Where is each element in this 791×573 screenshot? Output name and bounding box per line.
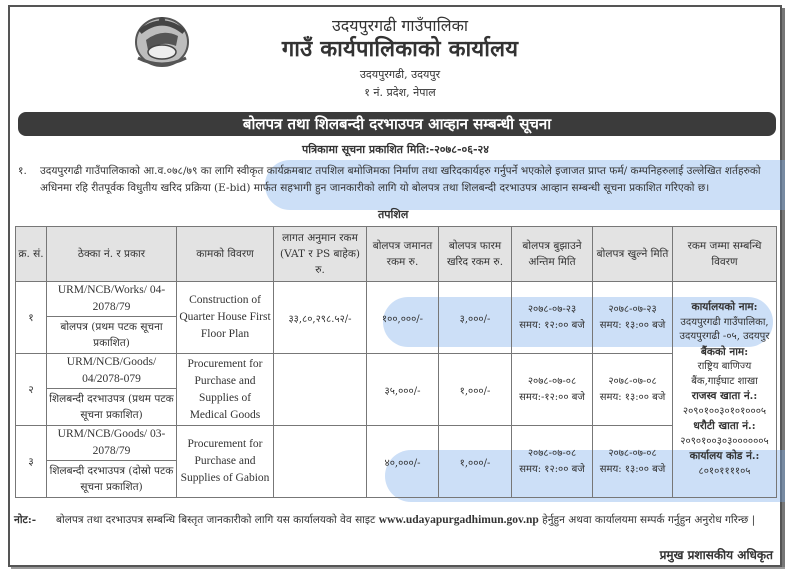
contract-type: शिलबन्दी दरभाउपत्र (प्रथम पटक सूचना प्रकाशित) [47, 389, 177, 426]
bid-security: ४०,०००/- [367, 426, 439, 498]
header-opening-date: बोलपत्र खुल्ने मिति [593, 227, 673, 282]
opening-time: समय: १३:०० बजे [599, 463, 666, 475]
opening-date: २०७८-०७-०८ [608, 375, 657, 387]
header-cost-estimate: लागत अनुमान रकम (VAT र PS बाहेक) रु. [274, 227, 367, 282]
contract-type: बोलपत्र (प्रथम पटक सूचना प्रकाशित) [47, 317, 177, 354]
paragraph-text: उदयपुरगढी गाउँपालिकाको आ.व.०७८/७९ का लागि स्वीकृत कार्यक्रमबाट तपशिल बमोजिमका निर्माण तथा खरिदकार्यहरु गर्नुपर्ने भएकोले इजाजत प्राप्त फर्म/ कम्पनिहरुलाई उल्लेखित शर्तहरुको अधिनमा रहि रीतपूर्वक विधुतीय खरिद प्रक्रिया (E-bid) मार्फत सहभागी हुन जानकारीको लागि यो बोलपत्र तथा शिलबन्दी दरभाउपत्र आव्हान सम्बन्धी सूचना प्रकाशित गरिएको छ। [40, 165, 761, 194]
submission-time: समय: १२:०० बजे [519, 463, 585, 475]
opening-date-cell [593, 426, 673, 498]
header-sn: क्र. सं. [16, 227, 47, 282]
cost-estimate: ३३,८०,२९८.५२/- [274, 282, 367, 354]
opening-date: २०७८-०७-०८ [608, 447, 657, 459]
submission-date: २०७८-०७-०८ [527, 375, 577, 387]
note-text-after: हेर्नुहुन अथवा कार्यालयमा सम्पर्क गर्नुहुन अनुरोध गरिन्छ | [542, 514, 756, 526]
header-form-fee: बोलपत्र फारम खरिद रकम रु. [439, 227, 512, 282]
bank-label: बैंकको नाम: [700, 345, 749, 358]
municipality-name: उदयपुरगढी गाउँपालिका [332, 16, 468, 35]
table-caption: तपशिल [378, 208, 409, 221]
submission-date: २०७८-०७-२३ [527, 303, 577, 315]
bank-value: राष्ट्रिय बाणिज्य बैंक,गाईघाट शाखा [691, 361, 758, 387]
bid-security: ३५,०००/- [367, 354, 439, 426]
submission-time: समय: १२:०० बजे [519, 319, 585, 331]
office-address: उदयपुरगढी, उदयपुर [359, 68, 441, 81]
notice-title-banner: बोलपत्र तथा शिलबन्दी दरभाउपत्र आव्हान सम्बन्धी सूचना [18, 112, 776, 136]
tender-table [15, 226, 777, 498]
row-sn: २ [16, 354, 47, 426]
website-link[interactable]: www.udayapurgadhimun.gov.np [378, 514, 539, 526]
footer-note [14, 512, 776, 529]
header-deposit-details: रकम जम्मा सम्बन्धि विवरण [673, 227, 777, 282]
deposit-account-value: २०९०१००३०३००००००५ [680, 435, 769, 447]
note-label: नोट:- [14, 514, 37, 526]
revenue-account-label: राजस्व खाता नं.: [691, 390, 758, 402]
contract-number: URM/NCB/Goods/ 03-2078/79 [47, 426, 177, 461]
revenue-account-value: २०९०१००३०१०१०००५ [682, 405, 767, 417]
opening-time: समय: १३:०० बजे [599, 391, 666, 403]
row-sn: ३ [16, 426, 47, 498]
office-value: उदयपुरगढी गाउँपालिका, उदयपुरगढी -०५, उदयपुर [679, 316, 770, 342]
paragraph-number: १. [18, 165, 27, 177]
cost-estimate [274, 354, 367, 426]
form-fee: १,०००/- [439, 354, 512, 426]
office-label: कार्यालयको नाम: [691, 301, 758, 313]
header-description: कामको विवरण [177, 227, 274, 282]
submission-date-cell [512, 282, 593, 354]
table-row [16, 282, 777, 317]
deposit-account-label: धरौटी खाता नं.: [693, 420, 756, 432]
header-bid-security: बोलपत्र जमानत रकम रु. [367, 227, 439, 282]
submission-date-cell [512, 354, 593, 426]
province: १ नं. प्रदेश, नेपाल [364, 86, 436, 99]
contract-number: URM/NCB/Goods/ 04/2078-079 [47, 354, 177, 389]
nepal-emblem-icon [128, 12, 196, 72]
work-description: Procurement for Purchase and Supplies of Gabion [177, 426, 274, 498]
bid-security: १००,०००/- [367, 282, 439, 354]
table-row [16, 426, 777, 461]
row-sn: १ [16, 282, 47, 354]
form-fee: १,०००/- [439, 426, 512, 498]
opening-date-cell [593, 282, 673, 354]
office-name: गाउँ कार्यपालिकाको कार्यालय [281, 36, 519, 62]
submission-time: समय:-१२:०० बजे [519, 391, 585, 403]
header-contract: ठेक्का नं. र प्रकार [47, 227, 177, 282]
publication-date: पत्रिकामा सूचना प्रकाशित मिति:-२०७८-०६-२४ [302, 143, 489, 156]
work-description: Construction of Quarter House First Floor Plan [177, 282, 274, 354]
note-text-before: बोलपत्र तथा दरभाउपत्र सम्बन्धि बिस्तृत जानकारीको लागि यस कार्यालयको वेव साइट [56, 514, 376, 526]
opening-date: २०७८-०७-२३ [608, 303, 657, 315]
contract-type: शिलबन्दी दरभाउपत्र (दोस्रो पटक सूचना प्रकाशित) [47, 461, 177, 498]
opening-time: समय: १३:०० बजे [599, 319, 666, 331]
header-submission-date: बोलपत्र बुझाउने अन्तिम मिति [512, 227, 593, 282]
notice-paragraph [18, 163, 778, 197]
opening-date-cell [593, 354, 673, 426]
signatory-title: प्रमुख प्रशासकीय अधिकृत [659, 548, 773, 562]
contract-number: URM/NCB/Works/ 04-2078/79 [47, 282, 177, 317]
submission-date-cell [512, 426, 593, 498]
office-code-value: ८०१०११११०५ [698, 465, 751, 477]
work-description: Procurement for Purchase and Supplies of Medical Goods [177, 354, 274, 426]
deposit-details [673, 282, 777, 498]
table-header-row [16, 227, 777, 282]
cost-estimate [274, 426, 367, 498]
form-fee: ३,०००/- [439, 282, 512, 354]
office-code-label: कार्यालय कोड नं.: [689, 450, 760, 462]
submission-date: २०७८-०७-०८ [527, 447, 577, 459]
frame-shadow-bottom [11, 567, 785, 569]
table-row [16, 354, 777, 389]
